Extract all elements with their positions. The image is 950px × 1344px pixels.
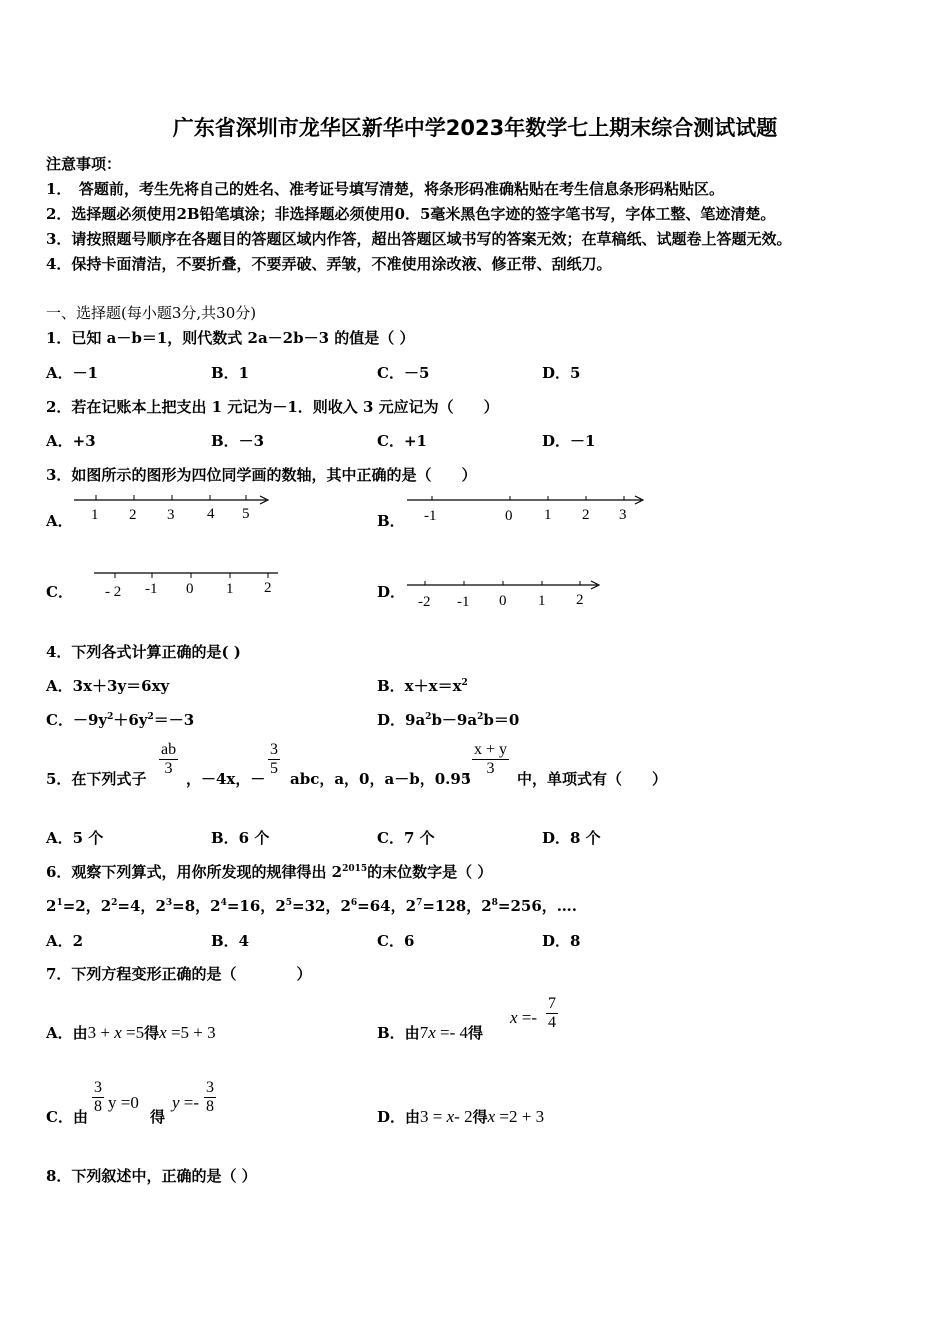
axis-c-tick-label: - 2 <box>105 584 122 600</box>
q7-c-fraction-2: $\frac{3}{8}$ <box>206 1079 214 1115</box>
axis-c-tick-label: 2 <box>264 580 272 596</box>
q5-tail: 中，单项式有（ ） <box>517 770 668 788</box>
q6-option-b: B．4 <box>211 932 250 950</box>
axis-a-tick-label: 4 <box>207 506 215 522</box>
axis-a-tick-label: 5 <box>242 506 250 522</box>
q7-c-equation: y =0 <box>108 1093 139 1112</box>
q2-stem: 2．若在记账本上把支出 1 元记为－1．则收入 3 元应记为（ ） <box>46 398 499 416</box>
axis-a-tick-label: 2 <box>129 507 137 523</box>
q5-option-c: C．7 个 <box>377 829 435 847</box>
q1-option-d: D．5 <box>542 364 581 382</box>
q4-option-d: D．$9a^2b-9a^2b=0$ <box>377 711 520 729</box>
power-term: $2^5=32$， <box>275 897 341 915</box>
section-heading: 一、选择题(每小题3分,共30分) <box>46 304 257 322</box>
q7-option-c-lead: C．由 <box>46 1108 88 1126</box>
axis-a-tick-label: 1 <box>91 507 99 523</box>
notice-heading: 注意事项： <box>46 155 122 173</box>
q8-stem: 8．下列叙述中，正确的是（ ） <box>46 1167 257 1185</box>
q7-option-d: D．由3 = x- 2得x =2 + 3 <box>377 1107 545 1126</box>
axis-d-tick-label: -2 <box>418 594 431 610</box>
q2-option-b: B．－3 <box>211 432 265 450</box>
q6-option-a: A．2 <box>46 932 84 950</box>
axis-d-tick-label: 2 <box>576 592 584 608</box>
q6-option-d: D．8 <box>542 932 581 950</box>
q2-option-a: A．+3 <box>46 432 96 450</box>
q4-option-c: C．$-9y^2+6y^2=-3$ <box>46 711 195 729</box>
axis-b-tick-label: 0 <box>505 508 513 524</box>
number-line-d <box>405 575 605 615</box>
number-line-a <box>70 490 275 530</box>
q6-powers-sequence <box>46 895 577 916</box>
q5-fraction-xy-over-3: $\frac{x + y}{3}$ <box>474 741 508 777</box>
axis-b-tick-label: 2 <box>582 507 590 523</box>
q5-option-a: A．5 个 <box>46 829 104 847</box>
q3-stem: 3．如图所示的图形为四位同学画的数轴，其中正确的是（ ） <box>46 466 477 484</box>
power-term: $2^6=64$， <box>340 897 406 915</box>
notice-item-2: 2．选择题必须使用2B铅笔填涂；非选择题必须使用0．5毫米黑色字迹的签字笔书写，字体工整、笔迹清楚。 <box>46 205 776 223</box>
axis-c-tick-label: -1 <box>145 581 158 597</box>
power-term: $2^2=4$， <box>100 897 156 915</box>
q1-option-c: C．－5 <box>377 364 430 382</box>
q7-b-result: x =- <box>510 1008 538 1027</box>
q4-stem: 4．下列各式计算正确的是( ) <box>46 643 241 661</box>
power-term: $2^7=128$， <box>405 897 482 915</box>
q5-lead: 5．在下列式子 <box>46 770 147 788</box>
q5-comma: ， <box>465 762 481 780</box>
axis-d-tick-label: 1 <box>538 593 546 609</box>
power-term: $2^4=16$， <box>210 897 276 915</box>
q6-option-c: C．6 <box>377 932 415 950</box>
axis-b-tick-label: -1 <box>424 508 437 524</box>
q6-stem: 6．观察下列算式，用你所发现的规律得出 $2^{2015}$的末位数字是（ ） <box>46 863 493 881</box>
q2-option-c: C．+1 <box>377 432 427 450</box>
q1-option-a: A．－1 <box>46 364 99 382</box>
q3-label-b: B． <box>377 512 405 530</box>
q5-terms: abc，a，0，a－b，0.95 <box>290 770 472 788</box>
power-term: $2^8=256$，…. <box>481 897 578 915</box>
axis-b-tick-label: 1 <box>544 507 552 523</box>
page-title: 广东省深圳市龙华区新华中学2023年数学七上期末综合测试试题 <box>172 116 778 140</box>
axis-b-tick-label: 3 <box>619 507 627 523</box>
notice-item-1: 1． 答题前，考生先将自己的姓名、准考证号填写清楚，将条形码准确粘贴在考生信息条形码粘贴区。 <box>46 180 724 198</box>
q5-fraction-3-over-5: $\frac{3}{5}$ <box>270 741 278 777</box>
q3-label-c: C． <box>46 583 73 601</box>
q5-fraction-ab-over-3: $\frac{ab}{3}$ <box>161 741 177 777</box>
q4-option-b: B．$x+x=x^2$ <box>377 677 468 695</box>
q7-c-result: y =- <box>172 1093 200 1112</box>
power-term: $2^1=2$， <box>46 897 101 915</box>
notice-item-3: 3．请按照题号顺序在各题目的答题区域内作答，超出答题区域书写的答案无效；在草稿纸、试题卷上答题无效。 <box>46 230 792 248</box>
q7-stem: 7．下列方程变形正确的是（ ） <box>46 965 312 983</box>
axis-c-tick-label: 0 <box>186 581 194 597</box>
q3-label-d: D． <box>377 583 406 601</box>
q5-sep: ，－4x，－ <box>186 770 266 788</box>
q1-option-b: B．1 <box>211 364 250 382</box>
q7-option-b: B．由7x =- 4得 <box>377 1023 483 1042</box>
q2-option-d: D．－1 <box>542 432 596 450</box>
axis-d-tick-label: -1 <box>457 594 470 610</box>
q7-b-fraction: $\frac{7}{4}$ <box>548 995 556 1031</box>
axis-d-tick-label: 0 <box>499 593 507 609</box>
q7-c-fraction: $\frac{3}{8}$ <box>94 1079 102 1115</box>
q3-label-a: A． <box>46 512 73 530</box>
power-term: $2^3=8$， <box>155 897 211 915</box>
notice-item-4: 4．保持卡面清洁，不要折叠，不要弄破、弄皱，不准使用涂改液、修正带、刮纸刀。 <box>46 255 612 273</box>
q5-option-b: B．6 个 <box>211 829 270 847</box>
q5-option-d: D．8 个 <box>542 829 601 847</box>
axis-c-tick-label: 1 <box>226 581 234 597</box>
q7-option-a: A．由3 + x =5得x =5 + 3 <box>46 1023 216 1042</box>
q1-stem: 1．已知 a－b＝1，则代数式 2a－2b－3 的值是（ ） <box>46 329 415 347</box>
number-line-b <box>405 490 650 530</box>
q4-option-a: A．3x＋3y＝6xy <box>46 677 170 695</box>
number-line-c <box>90 565 285 605</box>
q7-c-de: 得 <box>150 1108 166 1126</box>
axis-a-tick-label: 3 <box>167 507 175 523</box>
